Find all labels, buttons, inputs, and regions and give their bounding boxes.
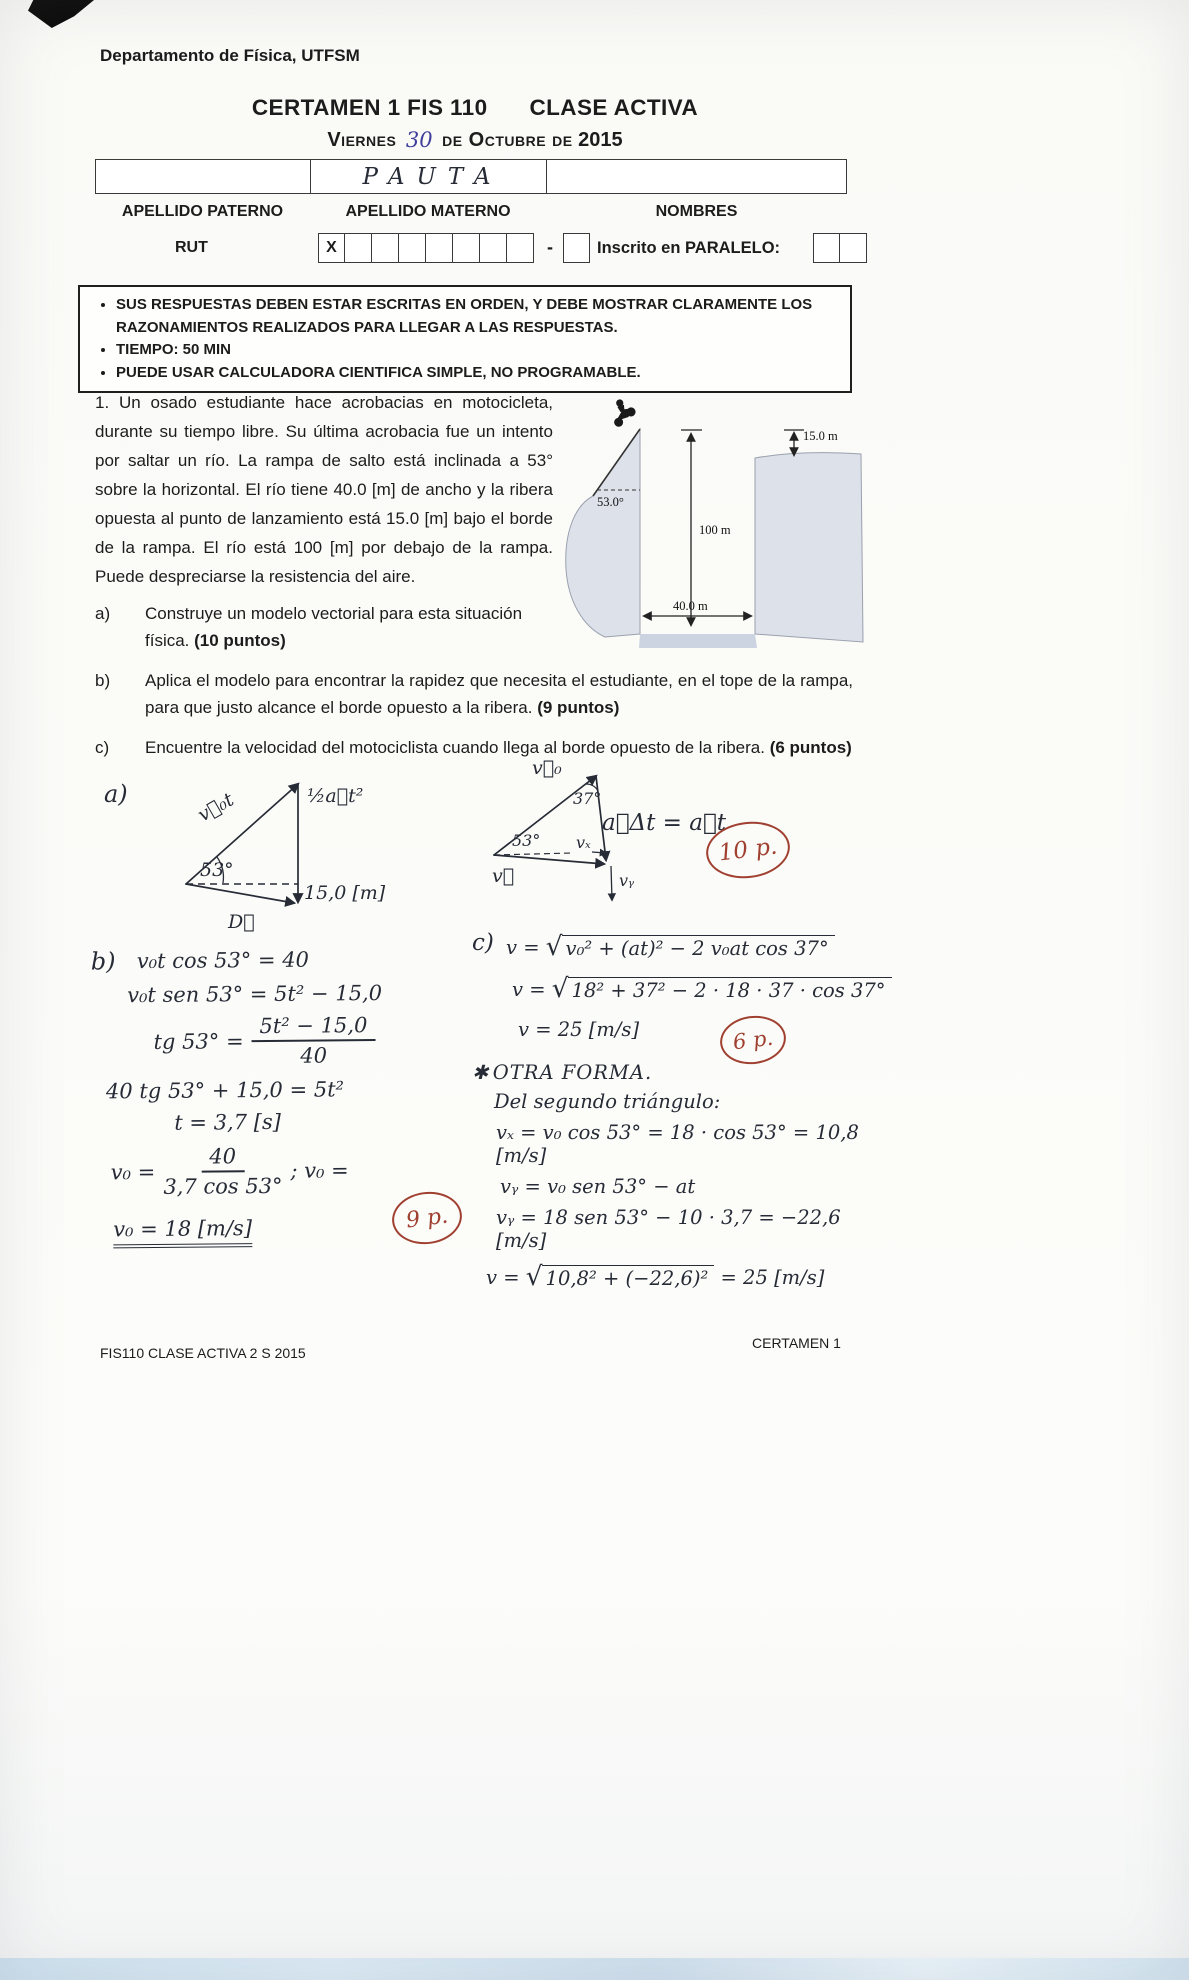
height-label: 15.0 m	[803, 429, 838, 443]
part-b-text	[145, 667, 853, 721]
vy-arrow	[611, 866, 612, 900]
solution-c-label: c)	[472, 930, 494, 956]
problem-text: Un osado estudiante hace acrobacias en motocicleta, durante su tiempo libre. Su última acrobacia fue un intento por saltar un río. La rampa de salto está inclinada a 53° sobre la horizontal. El río tiene 40.0 [m] de ancho y la ribera opuesta al punto de lanzamiento está 15.0 [m] bajo el borde de la rampa. El río está 100 [m] por debajo de la rampa. Puede despreciarse la resistencia del aire.	[95, 393, 553, 586]
nombres-field	[547, 160, 846, 193]
instruction-item: • SUS RESPUESTAS DEBEN ESTAR ESCRITAS EN ORDEN, Y DEBE MOSTRAR CLARAMENTE LOS RAZONAMIENTOS REALIZADOS PARA LLEGAR A LAS RESPUESTAS.	[116, 294, 836, 339]
points-badge-a: 10 p.	[703, 817, 793, 883]
rut-check-digit-box	[563, 233, 590, 263]
otra-forma-header	[472, 1061, 892, 1084]
instruction-item: • TIEMPO: 50 MIN	[116, 339, 836, 362]
problem-part-a	[95, 600, 565, 654]
part-b-points: (9 puntos)	[537, 698, 620, 717]
rut-label: RUT	[175, 239, 208, 256]
department-header: Departamento de Física, UTFSM	[100, 46, 360, 65]
problem-figure	[541, 384, 871, 669]
rut-cell	[426, 233, 453, 263]
part-b-body: Aplica el modelo para encontrar la rapidez que necesita el estudiante, en el tope de la rampa, para que justo alcance el borde opuesto a la ribera.	[145, 671, 853, 717]
label-apellido-materno: APELLIDO MATERNO	[345, 203, 511, 220]
radical-sign: √	[525, 1262, 543, 1292]
label-nombres: NOMBRES	[655, 203, 738, 220]
part-c-body: Encuentre la velocidad del motociclista cuando llega al borde opuesto de la ribera.	[145, 738, 765, 757]
v-lhs: v =	[486, 1265, 520, 1289]
rut-cell	[453, 233, 480, 263]
name-fields-row	[95, 159, 847, 194]
part-b-label: b)	[95, 671, 111, 690]
solution-b-result: v₀ = 18 [m/s]	[113, 1216, 252, 1248]
exam-title-code: CERTAMEN 1 FIS 110	[251, 95, 488, 120]
solution-a-triangle-2	[480, 760, 680, 925]
rut-cell	[507, 233, 534, 263]
solution-b-line6	[110, 1142, 442, 1199]
solution-a-triangle-1	[170, 766, 385, 946]
v0-fraction	[163, 1144, 283, 1199]
alt-result: = 25 [m/s]	[720, 1265, 825, 1289]
problem-1	[95, 388, 853, 761]
solution-c-alt-line1: vₓ = v₀ cos 53° = 18 · cos 53° = 10,8 [m/s]	[496, 1121, 859, 1167]
rut-row	[95, 233, 875, 265]
solution-c-alt-line4	[486, 1262, 892, 1292]
radical-sign: √	[551, 974, 569, 1004]
solution-c-line2	[512, 974, 892, 1004]
rut-cell	[399, 233, 426, 263]
v0-label: v⃗₀	[532, 760, 562, 779]
date-year: 2015	[578, 129, 623, 151]
v-lhs: v =	[506, 935, 540, 959]
pauta-handwritten: PAUTA	[362, 163, 503, 190]
footer-course-code: FIS110 CLASE ACTIVA 2 S 2015	[100, 1345, 306, 1361]
paralelo-cell	[813, 233, 840, 263]
solution-c	[472, 930, 892, 1292]
points-badge-b: 9 p.	[389, 1188, 465, 1248]
rut-cell: X	[318, 233, 345, 263]
paralelo-cell	[840, 233, 867, 263]
left-cliff	[566, 429, 640, 637]
points-badge-c: 6 p.	[717, 1012, 788, 1068]
drop-15m-label: 15,0 [m]	[304, 882, 385, 904]
exam-date	[0, 127, 950, 152]
v0-lhs: v₀ =	[110, 1159, 156, 1185]
half-at2-label: ½a⃗t²	[307, 785, 364, 807]
label-apellido-paterno: APELLIDO PATERNO	[121, 203, 284, 220]
radicand: v₀² + (at)² − 2 v₀at cos 37°	[562, 935, 835, 960]
solution-b-line4: 40 tg 53° + 15,0 = 5t²	[105, 1077, 345, 1104]
otra-forma-title: OTRA FORMA.	[492, 1061, 653, 1084]
part-a-body: Construye un modelo vectorial para esta situación física.	[145, 604, 523, 650]
part-c-label: c)	[95, 738, 110, 757]
part-a-points: (10 puntos)	[194, 631, 286, 650]
problem-number: 1.	[95, 393, 110, 412]
exam-title-type: CLASE ACTIVA	[529, 95, 699, 120]
solution-b-label: b)	[90, 947, 116, 976]
problem-part-c	[95, 734, 853, 761]
part-a-label: a)	[95, 604, 111, 623]
part-a-text	[145, 600, 565, 654]
scan-artifact-corner	[28, 0, 94, 28]
date-day-handwritten: 30	[405, 128, 433, 152]
radicand: 18² + 37² − 2 · 18 · 37 · cos 37°	[568, 977, 892, 1002]
instruction-item: • PUEDE USAR CALCULADORA CIENTIFICA SIMPLE, NO PROGRAMABLE.	[116, 362, 836, 385]
d-vector-label: D⃗	[228, 911, 255, 933]
vy-label: vᵧ	[619, 871, 635, 890]
horizontal-dashed	[494, 853, 572, 855]
v-label: v⃗	[492, 865, 515, 887]
fraction-denominator: 3,7 cos 53°	[163, 1173, 283, 1199]
problem-statement	[95, 388, 553, 591]
problem-part-b	[95, 667, 853, 721]
rut-dv-cell	[563, 233, 590, 263]
solution-a-label: a)	[104, 780, 128, 808]
v-vector	[494, 855, 604, 864]
solution-b	[91, 944, 444, 1241]
cliff-diagram	[541, 384, 871, 664]
displacement-vector	[186, 884, 294, 903]
width-label: 40.0 m	[673, 599, 708, 613]
asterisk-mark: ✱	[472, 1061, 489, 1084]
vx-arrow	[592, 852, 606, 853]
fraction-numerator: 5t² − 15,0	[251, 1013, 375, 1042]
angle-37-label: 37°	[573, 789, 602, 808]
river	[639, 634, 757, 648]
motorcycle-icon	[608, 396, 639, 428]
angle-53-label: 53°	[200, 859, 234, 881]
footer-exam-name: CERTAMEN 1	[752, 1335, 841, 1351]
apellido-materno-field	[311, 160, 547, 193]
angle-53-label: 53°	[512, 831, 541, 850]
paralelo-label: Inscrito en PARALELO:	[597, 239, 781, 257]
instructions-box	[78, 285, 852, 393]
right-cliff	[755, 453, 863, 642]
rut-digit-grid	[318, 233, 534, 263]
rut-cell	[480, 233, 507, 263]
part-c-text	[145, 734, 852, 761]
v0-tail: ; v₀ =	[290, 1158, 349, 1183]
rut-dash: -	[547, 237, 553, 257]
otra-forma-sub: Del segundo triángulo:	[494, 1090, 721, 1113]
tg-fraction	[251, 1013, 375, 1068]
solution-b-line3	[153, 1012, 441, 1069]
solution-c-line3: v = 25 [m/s]	[518, 1018, 640, 1041]
fraction-denominator: 40	[300, 1043, 328, 1068]
angle-label: 53.0°	[597, 495, 624, 509]
fraction-numerator: 40	[201, 1144, 244, 1172]
v-lhs: v =	[512, 977, 546, 1001]
a-delta-t-relation: a⃗Δt = a⃗t	[602, 810, 727, 836]
solution-b-line2: v₀t sen 53° = 5t² − 15,0	[127, 980, 383, 1008]
date-month: de Octubre de	[442, 129, 573, 151]
vx-label: vₓ	[576, 833, 591, 852]
scan-artifact-bottom-strip	[0, 1958, 1189, 1980]
solution-b-line5: t = 3,7 [s]	[174, 1109, 281, 1135]
v0t-label: v⃗₀t	[194, 788, 238, 827]
radical-sign: √	[545, 932, 563, 962]
radicand: 10,8² + (−22,6)²	[542, 1265, 715, 1290]
part-c-points: (6 puntos)	[769, 738, 852, 757]
rut-cell	[372, 233, 399, 263]
paralelo-box	[813, 233, 867, 263]
solution-c-line1	[506, 932, 892, 962]
depth-label: 100 m	[699, 523, 731, 537]
solution-b-line1: v₀t cos 53° = 40	[136, 947, 310, 974]
tg-lhs: tg 53° =	[153, 1029, 244, 1054]
solution-c-alt-line3: vᵧ = 18 sen 53° − 10 · 3,7 = −22,6 [m/s]	[496, 1206, 841, 1252]
exam-title	[0, 95, 950, 121]
name-field-labels	[95, 203, 847, 221]
date-weekday: Viernes	[327, 129, 397, 151]
solution-c-alt-line2: vᵧ = v₀ sen 53° − at	[500, 1175, 696, 1198]
apellido-paterno-field	[96, 160, 311, 193]
rut-cell	[345, 233, 372, 263]
